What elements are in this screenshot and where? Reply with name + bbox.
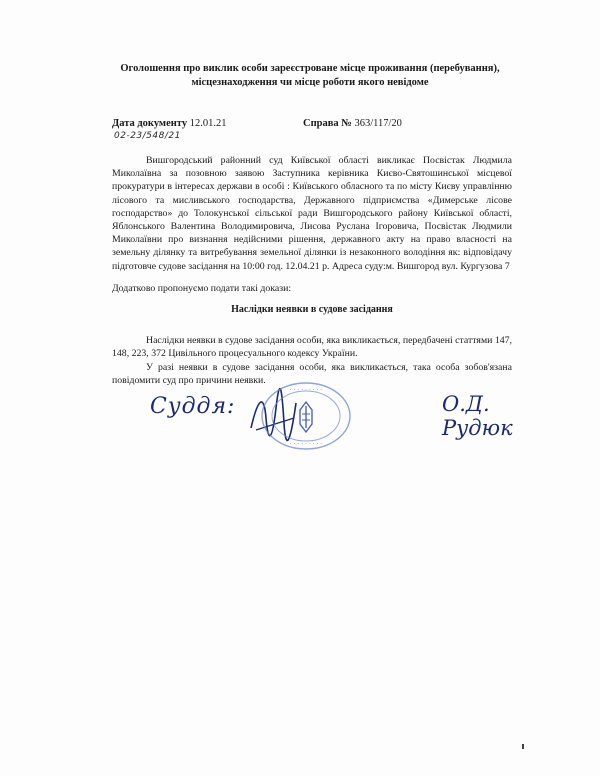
document-title <box>120 62 500 90</box>
svg-text:· · · · · · · · ·: · · · · · · · · · <box>289 441 323 448</box>
judge-signature-name: О.Д. Рудюк <box>442 392 513 440</box>
paragraph-summons <box>112 154 512 273</box>
court-seal-stamp-icon <box>256 380 356 452</box>
case-label: Справа № <box>303 118 352 129</box>
paragraph-notify-text: У разі неявки в судове засідання особи, яка викликається, така особа зобов'язана повідомити суд про причини неявки. <box>112 362 512 387</box>
paragraph-summons-text: Вишгородський районний суд Київської області викликає Посвістак Людмила Миколаївна за позовною заявою Заступника керівника Києво-Святошинської місцевої прокуратури в інтересах держави в особі : Київського обласного та по місту Києву управлінню лісового та мисливського господарства, Державного підприємства «Димерське лісове господарство» до Толокунської сільської ради Вишгородського району Київської області, Яблонського Валентина Володимировича, Лисова Руслана Ігоровича, Посвістак Людмили Миколаївни про визнання недійсними рішення, державного акту на право власності на земельну ділянку та витребування земельної ділянки із незаконного володіння як: відповідачу підготовче судове засідання на 10:00 год. 12.04.21 р. Адреса суду:м. Вишгород вул. Кургузова 7 <box>112 155 512 272</box>
svg-text:· · · · · · · · ·: · · · · · · · · · <box>289 387 323 394</box>
title-line-1: Оголошення про виклик особи зареєстроване місце проживання (перебування), <box>120 63 500 74</box>
title-line-2: місцезнаходження чи місце роботи якого невідоме <box>191 77 429 88</box>
signature-block <box>150 388 550 448</box>
paragraph-evidence: Додатково пропонуємо подати такі докази: <box>112 283 292 294</box>
case-value: 363/117/20 <box>354 118 402 129</box>
date-value: 12.01.21 <box>189 118 227 129</box>
page-mark <box>522 744 524 749</box>
paragraph-consequences-text: Наслідки неявки в судове засідання особи, яка викликається, передбачені статтями 147, 148, 223, 372 Цивільного процесуального кодексу України. <box>112 335 512 360</box>
case-number <box>303 118 402 129</box>
signature-label: Суддя: <box>150 394 236 419</box>
document-date <box>112 118 226 129</box>
handwritten-reference: 02-23/548/21 <box>114 131 181 141</box>
section-heading-consequences: Наслідки неявки в судове засідання <box>231 304 393 315</box>
paragraph-consequences <box>112 334 512 360</box>
date-label: Дата документу <box>112 118 188 129</box>
